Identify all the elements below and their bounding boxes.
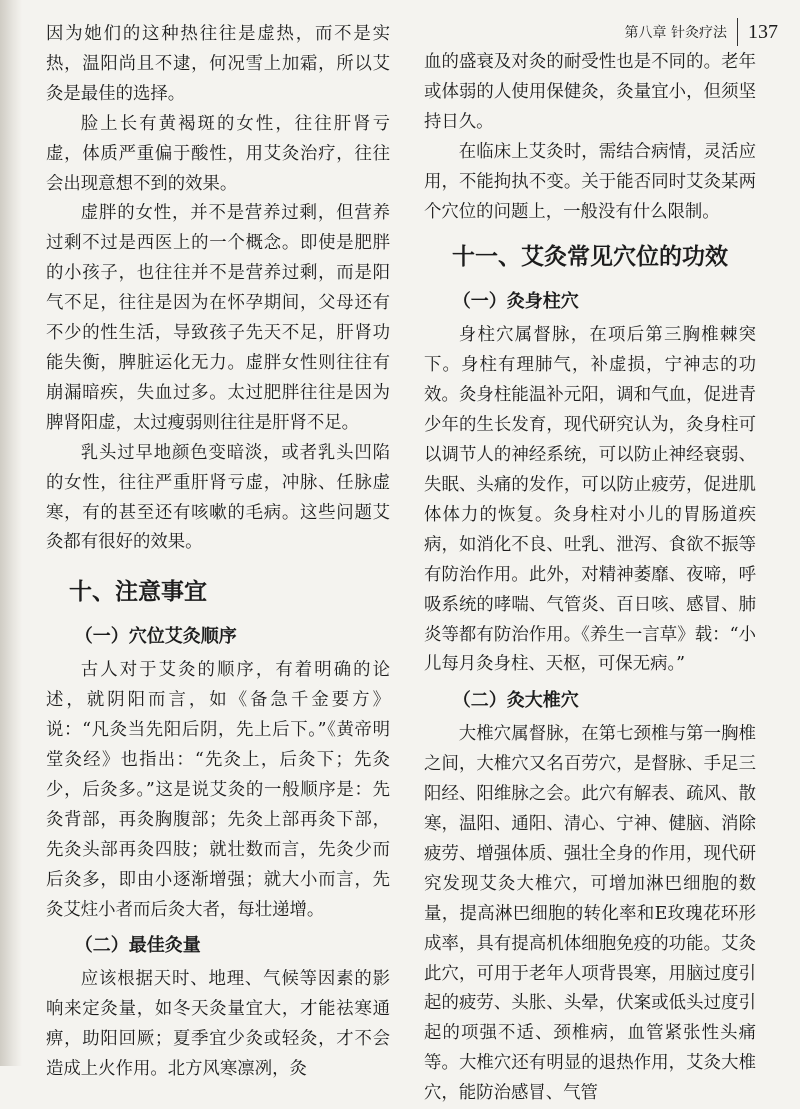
paragraph: 大椎穴属督脉，在第七颈椎与第一胸椎之间，大椎穴又名百劳穴，是督脉、手足三阳经、阳维脉之会。此穴有解表、疏风、散寒，温阳、通阳、清心、宁神、健脑、消除疲劳、增强体质、强壮全身的作用，现代研究发现艾灸大椎穴，可增加淋巴细胞的数量，提高淋巴细胞的转化率和E玫瑰花环形成率，具有提高机体细胞免疫的功能。艾灸此穴，可用于老年人项背畏寒，用脑过度引起的疲劳、头胀、头晕，伏案或低头过度引起的项强不适、颈椎病，血管紧张性头痛等。大椎穴还有明显的退热作用，艾灸大椎穴，能防治感冒、气管 bbox=[424, 724, 756, 1104]
paragraph: 在临床上艾灸时，需结合病情，灵活应用，不能拘执不变。关于能否同时艾灸某两个穴位的问题上，一般没有什么限制。 bbox=[424, 141, 756, 222]
right-column bbox=[424, 48, 756, 1109]
section-heading: 十一、艾灸常见穴位的功效 bbox=[452, 244, 728, 271]
left-column bbox=[46, 20, 390, 1085]
subsection-heading: （一）灸身柱穴 bbox=[452, 291, 579, 313]
paragraph: 乳头过早地颜色变暗淡，或者乳头凹陷的女性，往往严重肝肾亏虚，冲脉、任脉虚寒，有的甚至还有咳嗽的毛病。这些问题艾灸都有很好的效果。 bbox=[46, 442, 390, 553]
paragraph: 身柱穴属督脉，在项后第三胸椎棘突下。身柱有理肺气，补虚损，宁神志的功效。灸身柱能温补元阳，调和气血，促进青少年的生长发育，现代研究认为，灸身柱可以调节人的神经系统，可以防止神经衰弱、失眠、头痛的发作，可以防止疲劳，促进肌体体力的恢复。灸身柱对小儿的胃肠道疾病，如消化不良、吐乳、泄泻、食欲不振等有防治作用。此外，对精神萎靡、夜啼，呼吸系统的哮喘、气管炎、百日咳、感冒、肺炎等都有防治作用。《养生一言草》载：“小儿每月灸身柱、天枢，可保无病。” bbox=[424, 325, 756, 675]
page-header bbox=[625, 14, 778, 50]
paragraph: 应该根据天时、地理、气候等因素的影响来定灸量，如冬天灸量宜大，才能祛寒通痹，助阳回厥；夏季宜少灸或轻灸，才不会造成上火作用。北方风寒凛冽，灸 bbox=[46, 969, 390, 1080]
chapter-title: 第八章 针灸疗法 bbox=[624, 25, 727, 41]
book-spine-shadow bbox=[0, 0, 22, 1066]
paragraph: 脸上长有黄褐斑的女性，往往肝肾亏虚，体质严重偏于酸性，用艾灸治疗，往往会出现意想不到的效果。 bbox=[46, 113, 390, 194]
subsection-heading: （二）灸大椎穴 bbox=[452, 690, 579, 712]
paragraph: 虚胖的女性，并不是营养过剩，但营养过剩不过是西医上的一个概念。即使是肥胖的小孩子，也往往并不是营养过剩，而是阳气不足，往往是因为在怀孕期间，父母还有不少的性生活，导致孩子先天不足，肝肾功能失衡，脾脏运化无力。虚胖女性则往往有崩漏暗疾，失血过多。太过肥胖往往是因为脾肾阳虚，太过瘦弱则往往是肝肾不足。 bbox=[46, 203, 390, 433]
section-heading: 十、注意事宜 bbox=[69, 579, 207, 606]
paragraph: 因为她们的这种热往往是虚热，而不是实热，温阳尚且不逮，何况雪上加霜，所以艾灸是最佳的选择。 bbox=[46, 24, 390, 104]
header-divider bbox=[737, 18, 738, 46]
paragraph: 血的盛衰及对灸的耐受性也是不同的。老年或体弱的人使用保健灸，灸量宜小，但须坚持日久。 bbox=[424, 52, 756, 132]
subsection-heading: （一）穴位艾灸顺序 bbox=[74, 626, 237, 648]
page-number: 137 bbox=[748, 20, 778, 43]
paragraph: 古人对于艾灸的顺序，有着明确的论述，就阴阳而言，如《备急千金要方》说：“凡灸当先阳后阴，先上后下。”《黄帝明堂灸经》也指出：“先灸上，后灸下；先灸少，后灸多。”这是说艾灸的一般顺序是：先灸背部，再灸胸腹部；先灸上部再灸下部，先灸头部再灸四肢；就壮数而言，先灸少而后灸多，即由小逐渐增强；就大小而言，先灸艾炷小者而后灸大者，每壮递增。 bbox=[46, 660, 390, 920]
subsection-heading: （二）最佳灸量 bbox=[74, 935, 201, 957]
